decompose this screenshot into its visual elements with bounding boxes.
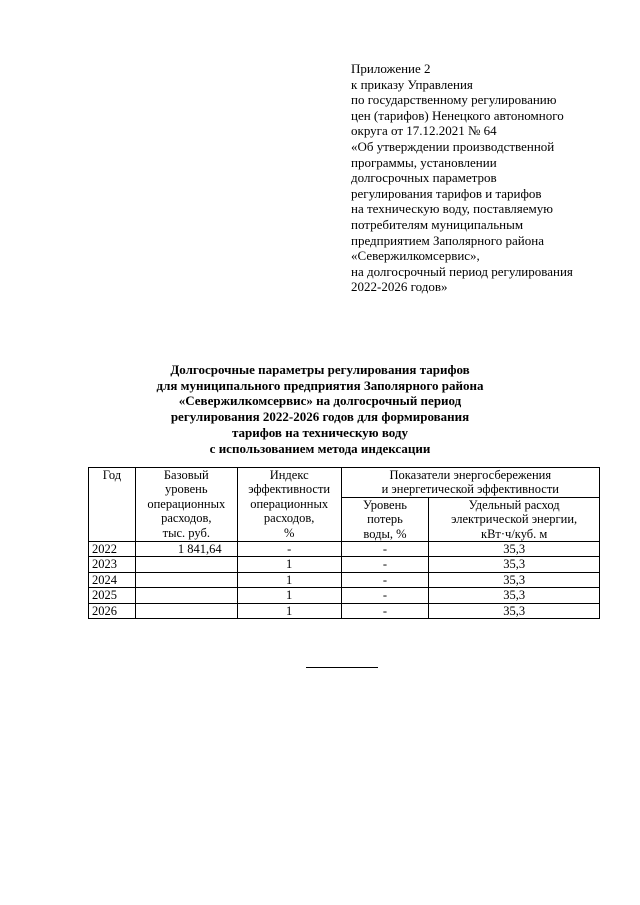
- header-water-loss: Уровень потерь воды, %: [341, 497, 429, 541]
- cell-specific-consumption: 35,3: [429, 542, 600, 557]
- cell-base-level: [135, 588, 237, 603]
- cell-specific-consumption: 35,3: [429, 603, 600, 618]
- appendix-line: «Севержилкомсервис»,: [351, 248, 480, 264]
- cell-year: 2026: [89, 603, 136, 618]
- appendix-line: округа от 17.12.2021 № 64: [351, 123, 497, 139]
- cell-specific-consumption: 35,3: [429, 588, 600, 603]
- title-line: «Севержилкомсервис» на долгосрочный период: [178, 393, 462, 409]
- cell-year: 2023: [89, 557, 136, 572]
- header-year: Год: [89, 468, 136, 542]
- cell-efficiency-index: -: [237, 542, 341, 557]
- appendix-block: [351, 61, 621, 295]
- cell-base-level: [135, 557, 237, 572]
- table-row: [89, 557, 600, 572]
- cell-efficiency-index: 1: [237, 557, 341, 572]
- appendix-line: потребителям муниципальным: [351, 216, 524, 232]
- parameters-table: [88, 467, 600, 619]
- appendix-line: 2022-2026 годов»: [351, 279, 448, 295]
- cell-efficiency-index: 1: [237, 603, 341, 618]
- header-efficiency-index: Индекс эффективности операционных расходов, %: [237, 468, 341, 542]
- cell-base-level: [135, 603, 237, 618]
- appendix-line: на техническую воду, поставляемую: [351, 201, 553, 217]
- cell-efficiency-index: 1: [237, 572, 341, 587]
- appendix-line: к приказу Управления: [351, 76, 473, 92]
- header-base-level: Базовый уровень операционных расходов, тыс. руб.: [135, 468, 237, 542]
- appendix-line: на долгосрочный период регулирования: [351, 263, 573, 279]
- header-energy-indicators: Показатели энергосбережения и энергетической эффективности: [341, 468, 599, 498]
- cell-water-loss: -: [341, 542, 429, 557]
- cell-efficiency-index: 1: [237, 588, 341, 603]
- appendix-line: долгосрочных параметров: [351, 170, 497, 186]
- title-line: Долгосрочные параметры регулирования тарифов: [170, 362, 470, 377]
- table-row: [89, 572, 600, 587]
- appendix-line: Приложение 2: [351, 61, 431, 76]
- table-row: [89, 588, 600, 603]
- title-line: регулирования 2022-2026 годов для формирования: [170, 409, 470, 425]
- cell-year: 2025: [89, 588, 136, 603]
- appendix-line: предприятием Заполярного района: [351, 232, 544, 248]
- cell-specific-consumption: 35,3: [429, 572, 600, 587]
- title-line: с использованием метода индексации: [209, 440, 431, 456]
- document-title: [100, 362, 540, 456]
- cell-year: 2022: [89, 542, 136, 557]
- appendix-line: «Об утверждении производственной: [351, 138, 555, 154]
- appendix-line: программы, установлении: [351, 154, 497, 170]
- cell-water-loss: -: [341, 588, 429, 603]
- cell-year: 2024: [89, 572, 136, 587]
- cell-water-loss: -: [341, 557, 429, 572]
- table-header-row: [89, 468, 600, 498]
- appendix-line: цен (тарифов) Ненецкого автономного: [351, 107, 564, 123]
- cell-specific-consumption: 35,3: [429, 557, 600, 572]
- appendix-line: по государственному регулированию: [351, 92, 557, 108]
- header-specific-consumption: Удельный расход электрической энергии, кВт·ч/куб. м: [429, 497, 600, 541]
- table-row: [89, 603, 600, 618]
- cell-base-level: 1 841,64: [135, 542, 237, 557]
- cell-base-level: [135, 572, 237, 587]
- title-line: для муниципального предприятия Заполярного района: [156, 377, 484, 393]
- cell-water-loss: -: [341, 572, 429, 587]
- appendix-line: регулирования тарифов и тарифов: [351, 185, 542, 201]
- cell-water-loss: -: [341, 603, 429, 618]
- table-row: [89, 542, 600, 557]
- end-divider: [306, 667, 378, 668]
- title-line: тарифов на техническую воду: [232, 424, 408, 440]
